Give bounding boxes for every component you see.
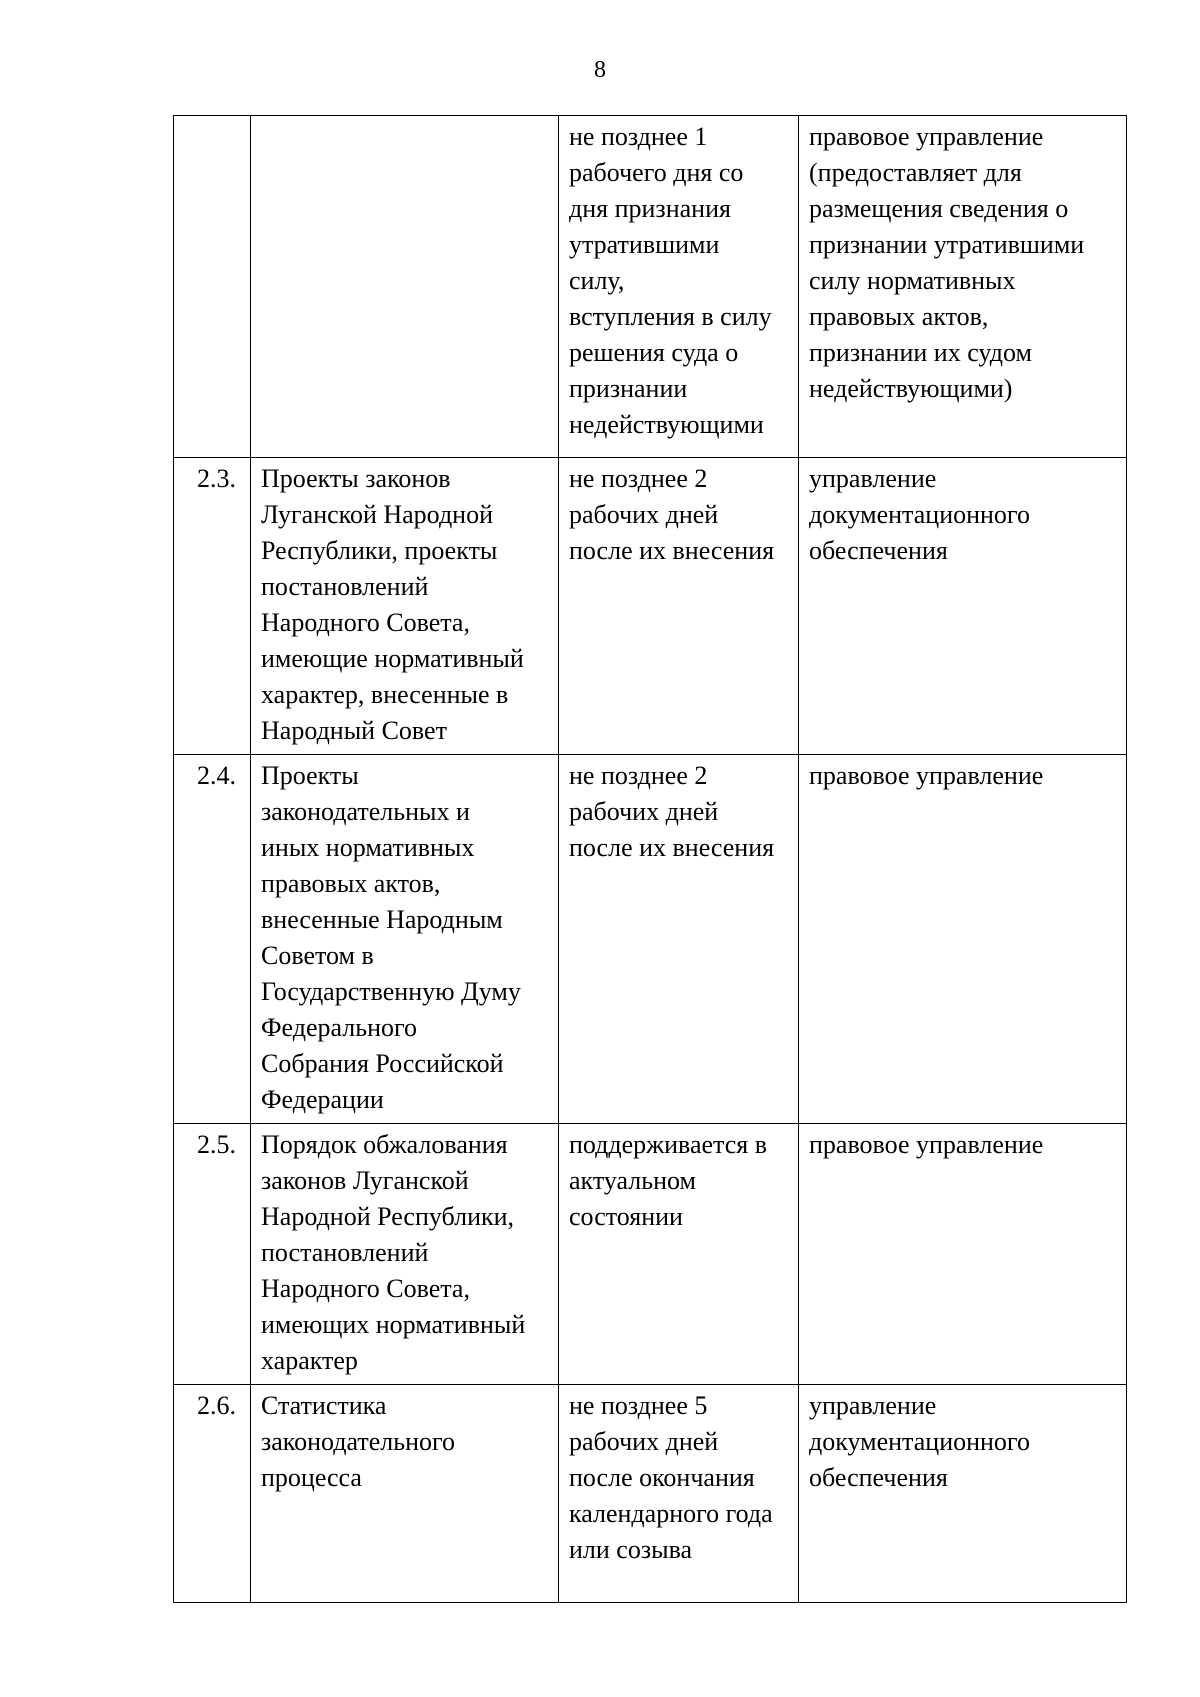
row-deadline: не позднее 1 рабочего дня со дня признания утратившими силу, вступления в силу решения суда о признании недействующими [559,116,799,458]
row-number: 2.5. [174,1124,251,1385]
row-responsible: управление документационного обеспечения [799,458,1127,755]
page-number: 8 [594,57,606,83]
row-number: 2.3. [174,458,251,755]
row-responsible: управление документационного обеспечения [799,1385,1127,1603]
table-row [174,458,1127,755]
row-number: 2.6. [174,1385,251,1603]
row-deadline: не позднее 5 рабочих дней после окончания календарного года или созыва [559,1385,799,1603]
row-subject: Порядок обжалования законов Луганской Народной Республики, постановлений Народного Совета, имеющих нормативный характер [251,1124,559,1385]
row-deadline: не позднее 2 рабочих дней после их внесения [559,755,799,1124]
row-responsible: правовое управление [799,755,1127,1124]
table-row [174,1385,1127,1603]
row-number [174,116,251,458]
table-row [174,1124,1127,1385]
row-subject: Проекты законодательных и иных нормативных правовых актов, внесенные Народным Советом в Государственную Думу Федерального Собрания Российской Федерации [251,755,559,1124]
table-row [174,755,1127,1124]
row-responsible: правовое управление [799,1124,1127,1385]
row-deadline: не позднее 2 рабочих дней после их внесения [559,458,799,755]
row-number: 2.4. [174,755,251,1124]
row-subject [251,116,559,458]
row-subject: Статистика законодательного процесса [251,1385,559,1603]
row-subject: Проекты законов Луганской Народной Республики, проекты постановлений Народного Совета, имеющие нормативный характер, внесенные в Народный Совет [251,458,559,755]
schedule-table [173,115,1127,1603]
table-row [174,116,1127,458]
row-deadline: поддерживается в актуальном состоянии [559,1124,799,1385]
row-responsible: правовое управление (предоставляет для размещения сведения о признании утратившими силу нормативных правовых актов, признании их судом недействующими) [799,116,1127,458]
